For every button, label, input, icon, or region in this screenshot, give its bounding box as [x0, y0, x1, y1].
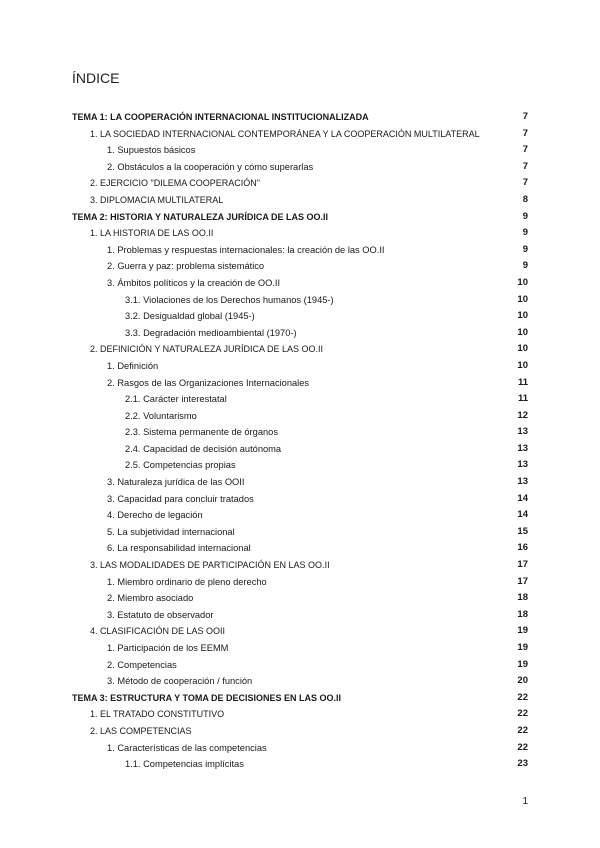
toc-entry-page: 19: [517, 658, 528, 670]
toc-entry-label: 2.3. Sistema permanente de órganos: [125, 427, 278, 438]
toc-entry-label: 6. La responsabilidad internacional: [107, 543, 251, 554]
toc-entry-page: 7: [522, 144, 528, 156]
toc-entry[interactable]: [72, 408, 528, 425]
toc-entry-page: 9: [522, 243, 528, 255]
toc-entry-page: 13: [517, 442, 528, 454]
toc-entry-page: 7: [522, 160, 528, 172]
toc-entry-page: 9: [522, 227, 528, 239]
toc-entry-label: 3.3. Degradación medioambiental (1970-): [125, 327, 297, 338]
toc-entry[interactable]: [72, 623, 528, 640]
toc-entry-page: 10: [517, 310, 528, 322]
toc-entry[interactable]: [72, 740, 528, 757]
toc-entry-page: 14: [517, 509, 528, 521]
toc-entry-page: 9: [522, 210, 528, 222]
toc-entry-label: 1. LA HISTORIA DE LAS OO.II: [90, 228, 214, 239]
toc-entry[interactable]: [72, 225, 528, 242]
toc-entry[interactable]: [72, 242, 528, 259]
toc-entry-label: 2.5. Competencias propias: [125, 460, 236, 471]
toc-entry[interactable]: [72, 292, 528, 309]
toc-entry-label: 2. LAS COMPETENCIAS: [90, 725, 192, 736]
toc-entry-page: 17: [517, 575, 528, 587]
toc-entry-label: 3. LAS MODALIDADES DE PARTICIPACIÓN EN LAS OO.II: [90, 560, 330, 571]
toc-entry[interactable]: [72, 557, 528, 574]
toc-entry-label: 1. Supuestos básicos: [107, 145, 196, 156]
toc-entry-label: 2. Guerra y paz: problema sistemático: [107, 261, 265, 272]
toc-entry-label: 2.2. Voluntarismo: [125, 410, 197, 421]
toc-entry-label: TEMA 1: LA COOPERACIÓN INTERNACIONAL INSTITUCIONALIZADA: [72, 112, 369, 122]
toc-entry[interactable]: [72, 607, 528, 624]
toc-entry[interactable]: [72, 590, 528, 607]
toc-entry-label: 2. Rasgos de las Organizaciones Internacionales: [107, 377, 310, 388]
toc-entry[interactable]: [72, 540, 528, 557]
toc-entry[interactable]: [72, 657, 528, 674]
table-of-contents: [72, 109, 528, 773]
toc-entry-label: 2. Miembro asociado: [107, 593, 194, 604]
toc-entry-page: 22: [517, 741, 528, 753]
toc-entry[interactable]: [72, 491, 528, 508]
toc-entry-page: 8: [522, 193, 528, 205]
toc-entry[interactable]: [72, 325, 528, 342]
toc-entry[interactable]: [72, 341, 528, 358]
toc-entry[interactable]: [72, 507, 528, 524]
page-number: 1: [522, 796, 528, 807]
toc-entry[interactable]: [72, 308, 528, 325]
toc-entry-label: TEMA 2: HISTORIA Y NATURALEZA JURÍDICA DE LAS OO.II: [72, 211, 329, 222]
toc-entry-label: 3.1. Violaciones de los Derechos humanos (1945-): [125, 294, 334, 305]
toc-entry-page: 10: [517, 326, 528, 338]
toc-entry-page: 10: [517, 293, 528, 305]
toc-entry-label: 1. Características de las competencias: [107, 742, 267, 753]
toc-entry-page: 16: [517, 542, 528, 554]
toc-entry[interactable]: [72, 706, 528, 723]
toc-entry[interactable]: [72, 275, 528, 292]
toc-entry[interactable]: [72, 358, 528, 375]
toc-entry[interactable]: [72, 441, 528, 458]
toc-entry-page: 13: [517, 459, 528, 471]
toc-entry-page: 18: [517, 608, 528, 620]
toc-entry-page: 10: [517, 343, 528, 355]
toc-entry-page: 10: [517, 276, 528, 288]
toc-entry-label: 3. Estatuto de observador: [107, 609, 214, 620]
toc-entry-page: 18: [517, 592, 528, 604]
toc-entry-label: 4. CLASIFICACIÓN DE LAS OOII: [90, 626, 226, 637]
toc-entry[interactable]: [72, 192, 528, 209]
toc-entry[interactable]: [72, 756, 528, 773]
toc-entry[interactable]: [72, 640, 528, 657]
toc-entry-page: 13: [517, 476, 528, 488]
toc-entry-label: 2. EJERCICIO "DILEMA COOPERACIÓN": [90, 178, 260, 189]
toc-entry-label: 3.2. Desigualdad global (1945-): [125, 311, 255, 322]
toc-entry[interactable]: [72, 574, 528, 591]
toc-entry-label: 2. Competencias: [107, 659, 177, 670]
toc-entry-label: 1. Definición: [107, 360, 159, 371]
toc-entry-page: 12: [517, 409, 528, 421]
toc-entry-page: 9: [522, 260, 528, 272]
toc-entry[interactable]: [72, 175, 528, 192]
toc-entry-label: 1. LA SOCIEDAD INTERNACIONAL CONTEMPORÁNEA Y LA COOPERACIÓN MULTILATERAL: [90, 128, 480, 139]
toc-entry-label: 3. Naturaleza jurídica de las OOII: [107, 477, 245, 488]
toc-entry[interactable]: [72, 209, 528, 226]
toc-entry-label: 3. Método de cooperación / función: [107, 676, 253, 687]
toc-entry-label: 2.1. Carácter interestatal: [125, 394, 227, 405]
toc-entry-page: 13: [517, 426, 528, 438]
toc-entry[interactable]: [72, 474, 528, 491]
toc-entry-page: 11: [517, 393, 528, 405]
toc-entry-label: 1. Problemas y respuestas internacionales: la creación de las OO.II: [107, 244, 385, 255]
toc-entry-label: 1. EL TRATADO CONSTITUTIVO: [90, 709, 225, 720]
toc-entry[interactable]: [72, 109, 528, 126]
toc-entry-page: 20: [517, 675, 528, 687]
toc-entry-label: 1.1. Competencias implícitas: [125, 759, 244, 770]
toc-entry[interactable]: [72, 424, 528, 441]
toc-entry-page: 7: [522, 127, 528, 139]
toc-entry[interactable]: [72, 391, 528, 408]
toc-entry-label: 3. Capacidad para concluir tratados: [107, 493, 254, 504]
toc-entry-label: 1. Miembro ordinario de pleno derecho: [107, 576, 267, 587]
toc-entry-label: 4. Derecho de legación: [107, 510, 203, 521]
toc-entry[interactable]: [72, 159, 528, 176]
toc-entry[interactable]: [72, 375, 528, 392]
toc-entry-page: 19: [517, 642, 528, 653]
toc-entry[interactable]: [72, 258, 528, 275]
toc-entry-label: 5. La subjetividad internacional: [107, 526, 235, 537]
toc-entry[interactable]: [72, 126, 528, 143]
toc-entry[interactable]: [72, 673, 528, 690]
toc-entry-page: 22: [517, 708, 528, 720]
toc-entry[interactable]: [72, 690, 528, 707]
toc-entry-page: 10: [517, 359, 528, 371]
toc-entry[interactable]: [72, 524, 528, 541]
toc-entry-label: 2.4. Capacidad de decisión autónoma: [125, 443, 282, 454]
toc-entry-label: 2. DEFINICIÓN Y NATURALEZA JURÍDICA DE LAS OO.II: [90, 344, 324, 355]
toc-entry[interactable]: [72, 723, 528, 740]
toc-entry-page: 7: [522, 111, 528, 122]
toc-entry-page: 14: [517, 492, 528, 504]
toc-entry-page: 7: [522, 177, 528, 189]
toc-entry-page: 23: [517, 758, 528, 770]
toc-entry-page: 19: [517, 625, 528, 637]
toc-entry-label: 2. Obstáculos a la cooperación y cómo superarlas: [107, 161, 314, 172]
toc-entry-page: 22: [517, 691, 528, 703]
toc-entry-page: 22: [517, 724, 528, 736]
toc-entry[interactable]: [72, 142, 528, 159]
toc-entry-label: TEMA 3: ESTRUCTURA Y TOMA DE DECISIONES EN LAS OO.II: [72, 692, 342, 703]
toc-entry[interactable]: [72, 457, 528, 474]
toc-entry-page: 11: [517, 376, 528, 388]
page-title: ÍNDICE: [72, 70, 120, 86]
toc-entry-label: 3. DIPLOMACIA MULTILATERAL: [90, 194, 224, 205]
toc-entry-page: 17: [517, 559, 528, 571]
toc-entry-page: 15: [517, 525, 528, 537]
toc-entry-label: 3. Ámbitos políticos y la creación de OO.II: [107, 277, 281, 288]
toc-entry-label: 1. Participación de los EEMM: [107, 643, 229, 653]
